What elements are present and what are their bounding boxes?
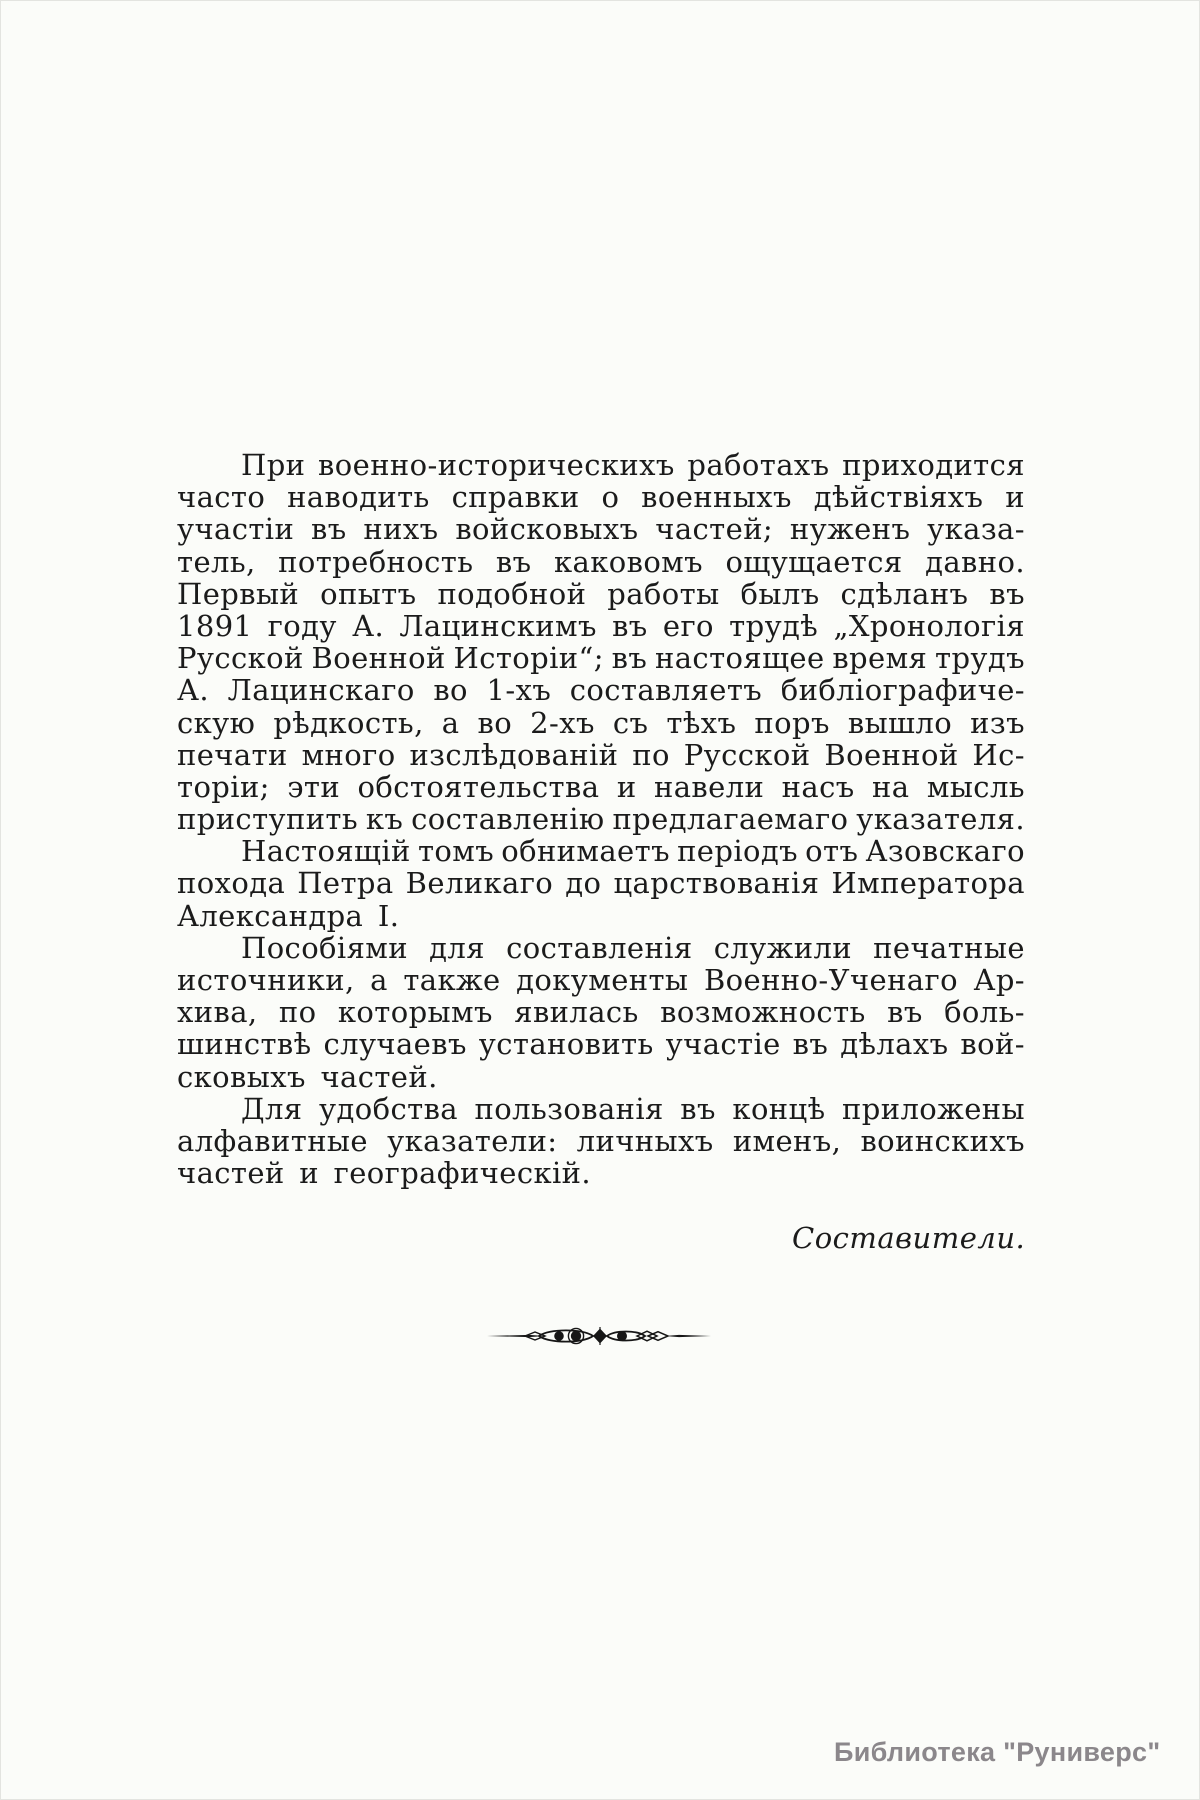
text-line: [177, 578, 1025, 610]
text-word: Военной: [311, 641, 446, 676]
text-word: Петра: [297, 866, 394, 901]
text-word: Первый: [177, 576, 300, 611]
text-word: мысль: [926, 769, 1025, 804]
text-word: алфавитные: [177, 1123, 368, 1158]
text-line: [177, 481, 1025, 513]
text-line: [177, 674, 1025, 706]
text-word: въ: [989, 576, 1025, 611]
text-word: время: [832, 641, 928, 676]
text-word: на: [872, 769, 910, 804]
text-word: источники,: [177, 963, 355, 997]
text-word: похода: [177, 866, 286, 901]
text-word: возможность: [660, 995, 866, 1030]
text-line: [177, 707, 1025, 739]
text-word: и: [1005, 480, 1025, 515]
text-word: тѣхъ: [666, 705, 737, 740]
text-word: Лацинскимъ: [399, 608, 597, 643]
text-line: [177, 449, 1025, 481]
text-word: а: [441, 705, 460, 740]
text-word: въ: [612, 608, 648, 643]
text-word: въ: [887, 995, 923, 1030]
text-line: [177, 739, 1025, 771]
text-line: [177, 1028, 1025, 1060]
text-word: къ: [365, 802, 404, 837]
text-word: томъ: [417, 834, 495, 869]
text-line: [177, 771, 1025, 803]
text-word: насъ: [781, 769, 855, 804]
text-word: много: [301, 737, 396, 772]
text-word: вышло: [847, 705, 953, 740]
text-word: участіе: [665, 1027, 781, 1062]
text-word: давно.: [925, 544, 1025, 579]
text-word: былъ: [740, 576, 820, 611]
text-word: нихъ: [363, 512, 439, 547]
text-word: царствованія: [613, 866, 820, 901]
text-word: военныхъ: [641, 480, 792, 515]
text-word: дѣлахъ: [840, 1027, 949, 1062]
text-word: приложены: [842, 1091, 1025, 1126]
text-word: нуженъ: [789, 512, 911, 547]
text-word: а: [370, 963, 388, 997]
text-word: въ: [611, 641, 648, 676]
text-word: Императора: [831, 866, 1025, 901]
text-word: изъ: [970, 705, 1025, 740]
text-word: и: [616, 769, 637, 804]
text-line: [177, 546, 1025, 578]
text-word: Ис-: [972, 737, 1025, 772]
text-word: приступить: [177, 802, 359, 837]
text-line: [177, 835, 1025, 867]
text-word: хива,: [177, 995, 258, 1030]
text-word: его: [662, 608, 714, 643]
text-word: составленія: [506, 930, 693, 965]
text-word: явилась: [514, 995, 639, 1030]
text-word: въ: [495, 544, 532, 579]
text-word: трудъ: [935, 641, 1025, 676]
text-word: по: [632, 737, 670, 772]
text-word: Азовскаго: [865, 834, 1025, 869]
text-line: [177, 867, 1025, 899]
watermark-label: Библиотека "Руниверс": [834, 1737, 1161, 1767]
text-word: документы: [516, 963, 689, 997]
text-line: [177, 642, 1025, 674]
text-word: Исторіи“;: [453, 641, 604, 676]
text-word: работы: [607, 576, 720, 611]
text-word: военно-историческихъ: [318, 448, 675, 482]
text-word: участіи: [177, 512, 295, 547]
text-word: періодъ: [677, 834, 798, 869]
text-word: Военной: [824, 737, 959, 772]
ornament-icon: [487, 1327, 711, 1345]
text-word: боль-: [944, 995, 1025, 1030]
text-word: каковомъ: [554, 544, 703, 579]
text-word: Великаго: [405, 866, 554, 901]
text-word: пользованія: [474, 1091, 664, 1126]
text-word: опытъ: [320, 576, 417, 611]
text-line: [177, 964, 1025, 996]
text-word: навели: [653, 769, 765, 804]
text-word: торіи;: [177, 769, 270, 804]
text-word: 1891: [177, 608, 253, 643]
text-word: установить: [478, 1027, 654, 1062]
text-word: печатные: [873, 930, 1025, 965]
text-word: Ар-: [973, 963, 1025, 997]
text-word: Военно-Ученаго: [703, 963, 958, 997]
text-word: потребность: [278, 544, 474, 579]
text-word: библіографиче-: [780, 673, 1025, 708]
text-word: до: [565, 866, 602, 901]
text-word: приходится: [842, 448, 1025, 482]
text-word: При: [241, 448, 306, 482]
text-word: справки: [451, 480, 580, 515]
text-word: Для: [241, 1091, 303, 1126]
text-word: подобной: [437, 576, 587, 611]
text-word: Настоящій: [241, 834, 411, 869]
text-word: личныхъ: [576, 1123, 714, 1158]
text-word: шинствѣ: [177, 1027, 312, 1062]
text-line: [177, 610, 1025, 642]
text-word: трудѣ: [729, 608, 819, 643]
text-word: составляетъ: [569, 673, 763, 708]
text-word: съ: [612, 705, 649, 740]
text-word: эти: [287, 769, 341, 804]
text-word: воинскихъ: [860, 1123, 1025, 1158]
text-line: [177, 1125, 1025, 1157]
text-word: по: [278, 995, 317, 1030]
text-word: войсковыхъ: [455, 512, 639, 547]
text-line: [177, 932, 1025, 964]
text-word: настоящее: [655, 641, 825, 676]
text-word: также: [403, 963, 501, 997]
text-line: [177, 513, 1025, 545]
text-word: ощущается: [725, 544, 903, 579]
text-word: дѣйствіяхъ: [813, 480, 984, 515]
text-word: наводить: [287, 480, 430, 515]
text-word: году: [267, 608, 337, 643]
text-word: сдѣланъ: [840, 576, 969, 611]
text-word: именъ,: [732, 1123, 842, 1158]
text-word: отъ: [805, 834, 859, 869]
text-word: 1-хъ: [486, 673, 552, 708]
text-word: которымъ: [337, 995, 493, 1030]
text-word: изслѣдованій: [409, 737, 619, 772]
text-word: Русской: [177, 641, 304, 676]
text-word: рѣдкость,: [273, 705, 424, 740]
text-word: указатели:: [387, 1123, 558, 1158]
text-word: случаевъ: [323, 1027, 467, 1062]
text-line: [177, 803, 1025, 835]
text-word: предлагаемаго: [612, 802, 849, 837]
text-word: скую: [177, 705, 256, 740]
text-word: составленію: [411, 802, 605, 837]
text-word: во: [433, 673, 468, 708]
text-word: 2-хъ: [530, 705, 595, 740]
text-word: Пособіями: [241, 930, 408, 965]
text-word: А.: [352, 608, 385, 643]
text-word: указателя.: [856, 802, 1025, 837]
text-word: часто: [177, 480, 266, 515]
text-word: въ: [680, 1091, 716, 1126]
signature-line: Составители.: [792, 1221, 1026, 1255]
ornament-divider: [487, 1327, 711, 1345]
text-word: Русской: [683, 737, 811, 772]
text-word: для: [429, 930, 485, 965]
text-line: [177, 996, 1025, 1028]
text-word: въ: [311, 512, 347, 547]
text-word: во: [477, 705, 513, 740]
text-word: обстоятельства: [357, 769, 600, 804]
text-word: тель,: [177, 544, 256, 579]
text-word: работахъ: [687, 448, 830, 482]
text-line: Александра I.: [177, 898, 400, 933]
text-word: концѣ: [732, 1091, 826, 1126]
text-word: печати: [177, 737, 288, 772]
text-word: обнимаетъ: [501, 834, 670, 869]
text-word: въ: [792, 1027, 829, 1062]
text-word: удобства: [319, 1091, 458, 1126]
text-word: „Хронологія: [833, 608, 1025, 643]
text-word: указа-: [927, 512, 1025, 547]
text-line: сковыхъ частей.: [177, 1059, 438, 1094]
text-word: служили: [713, 930, 853, 965]
text-word: частей;: [655, 512, 774, 547]
text-line: [177, 1093, 1025, 1125]
text-word: Лацинскаго: [227, 673, 415, 708]
text-block: [177, 449, 1025, 1189]
text-word: вой-: [960, 1027, 1025, 1062]
text-word: А.: [177, 673, 209, 708]
text-line: частей и географическій.: [177, 1156, 592, 1191]
text-word: о: [601, 480, 620, 515]
text-word: поръ: [754, 705, 830, 740]
